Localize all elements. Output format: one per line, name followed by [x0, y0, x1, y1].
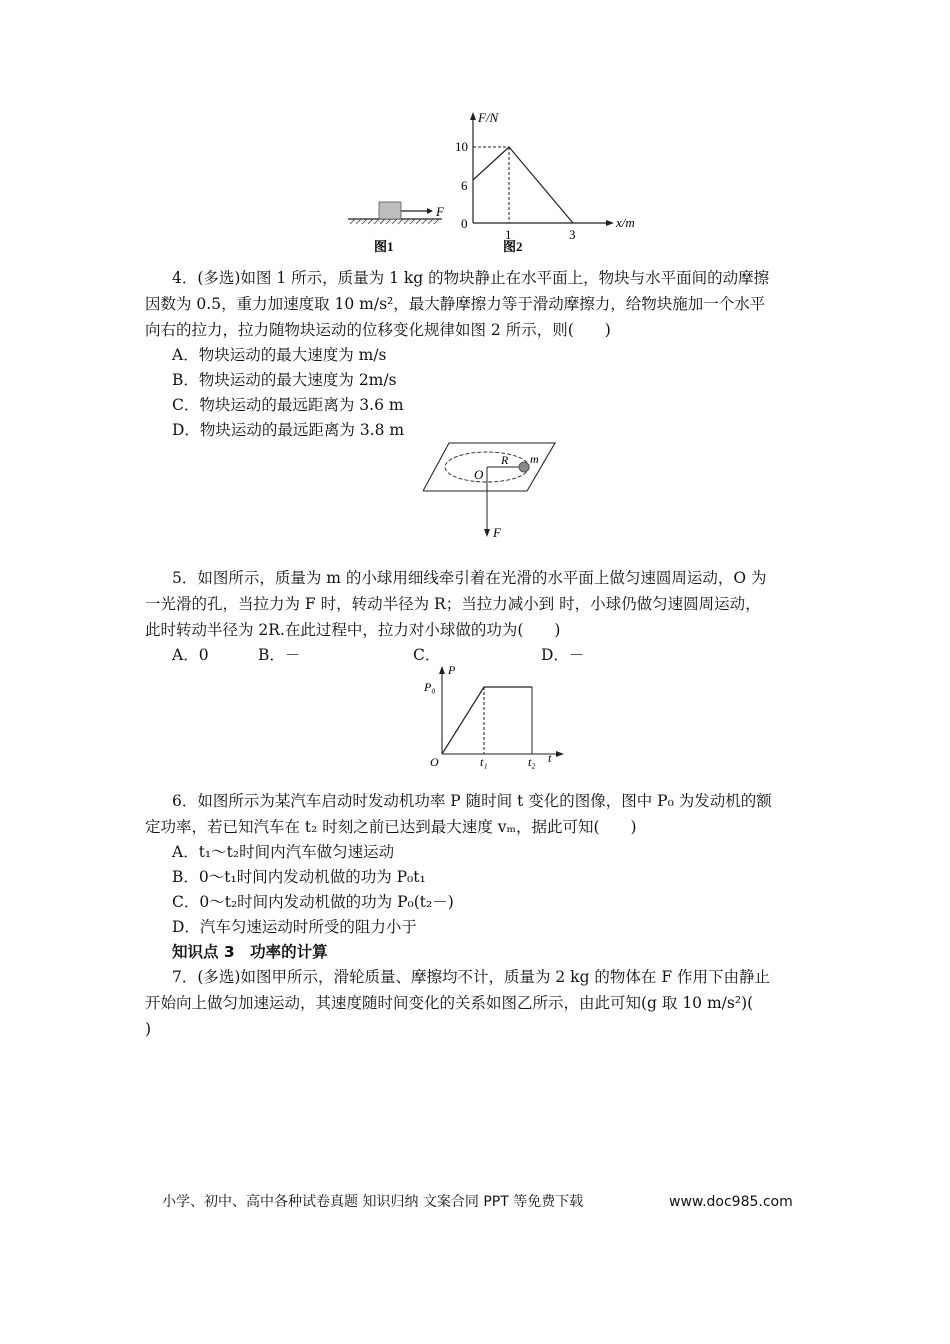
label-m: m [530, 452, 539, 466]
q5-line-1: 5．如图所示，质量为 m 的小球用细线牵引着在光滑的水平面上做匀速圆周运动，O 为 [172, 569, 767, 587]
q5-line-2: 一光滑的孔，当拉力为 F 时，转动半径为 R；当拉力减小到 时，小球仍做匀速圆周运动， [145, 595, 761, 613]
label-t1: t₁ [480, 755, 488, 769]
y-tick-0: 0 [461, 216, 468, 231]
y-tick-6: 6 [461, 178, 468, 193]
section-title: 知识点 3 功率的计算 [172, 943, 328, 961]
figure-q6 [420, 662, 570, 772]
q7-line-1: 7．(多选)如图甲所示，滑轮质量、摩擦均不计，质量为 2 kg 的物体在 F 作用下由静止 [172, 968, 771, 986]
power-curve [442, 687, 532, 754]
q5-option-d: D．－ [541, 646, 585, 664]
q4-line-3: 向右的拉力，拉力随物块运动的位移变化规律如图 2 所示，则( ) [145, 321, 611, 339]
label-r: R [501, 453, 509, 467]
ball [519, 462, 529, 472]
x-tick-3: 3 [569, 227, 576, 242]
x-tick-1: 1 [505, 227, 512, 242]
q4-option-b: B．物块运动的最大速度为 2m/s [172, 371, 397, 389]
q4-line-1: 4．(多选)如图 1 所示，质量为 1 kg 的物块静止在水平面上，物块与水平面间的动摩擦 [172, 269, 770, 287]
q7-line-2: 开始向上做匀加速运动，其速度随时间变化的关系如图乙所示，由此可知(g 取 10 m/s²)( [145, 994, 754, 1012]
q6-option-d: D．汽车匀速运动时所受的阻力小于 [172, 918, 417, 936]
y-axis-label: F/N [478, 110, 499, 125]
q4-option-c: C．物块运动的最远距离为 3.6 m [172, 396, 404, 414]
force-label: F [436, 204, 444, 219]
label-p: P [448, 663, 456, 677]
q4-line-2: 因数为 0.5，重力加速度取 10 m/s²，最大静摩擦力等于滑动摩擦力，给物块施加一个水平 [145, 295, 766, 313]
q4-option-d: D．物块运动的最远距离为 3.8 m [172, 421, 405, 439]
y-tick-10: 10 [455, 139, 468, 154]
q6-line-2: 定功率，若已知汽车在 t₂ 时刻之前已达到最大速度 vₘ，据此可知( ) [145, 818, 637, 836]
label-f: F [493, 525, 501, 540]
fig1-caption: 图1 [374, 239, 394, 254]
q5-option-b: B．－ [258, 646, 301, 664]
q4-option-a: A．物块运动的最大速度为 m/s [172, 346, 387, 364]
q6-option-a: A．t₁～t₂时间内汽车做匀速运动 [172, 843, 395, 861]
q5-option-a: A．0 [172, 646, 209, 664]
label-o: O [430, 755, 439, 769]
footer-text: 小学、初中、高中各种试卷真题 知识归纳 文案合同 PPT 等免费下载 [162, 1194, 584, 1210]
q5-line-3: 此时转动半径为 2R.在此过程中，拉力对小球做的功为( ) [145, 621, 561, 639]
label-t2: t₂ [528, 755, 536, 769]
label-t: t [548, 751, 552, 765]
q6-line-1: 6．如图所示为某汽车启动时发动机功率 P 随时间 t 变化的图像，图中 P₀ 为发动机的额 [172, 792, 772, 810]
q6-option-c: C．0～t₂时间内发动机做的功为 P₀(t₂－) [172, 893, 454, 911]
figure-q5 [423, 441, 563, 545]
q6-option-b: B．0～t₁时间内发动机做的功为 P₀t₁ [172, 868, 426, 886]
q5-option-c: C． [413, 646, 441, 664]
force-curve [473, 147, 573, 223]
q7-line-3: ) [145, 1020, 152, 1038]
footer-url[interactable]: www.doc985.com [669, 1194, 793, 1210]
label-p0: P₀ [424, 680, 436, 694]
figure-q4 [340, 108, 640, 258]
label-o: O [474, 467, 484, 482]
block [379, 202, 401, 219]
x-axis-label: x/m [616, 215, 635, 230]
fig2-caption: 图2 [503, 239, 523, 254]
